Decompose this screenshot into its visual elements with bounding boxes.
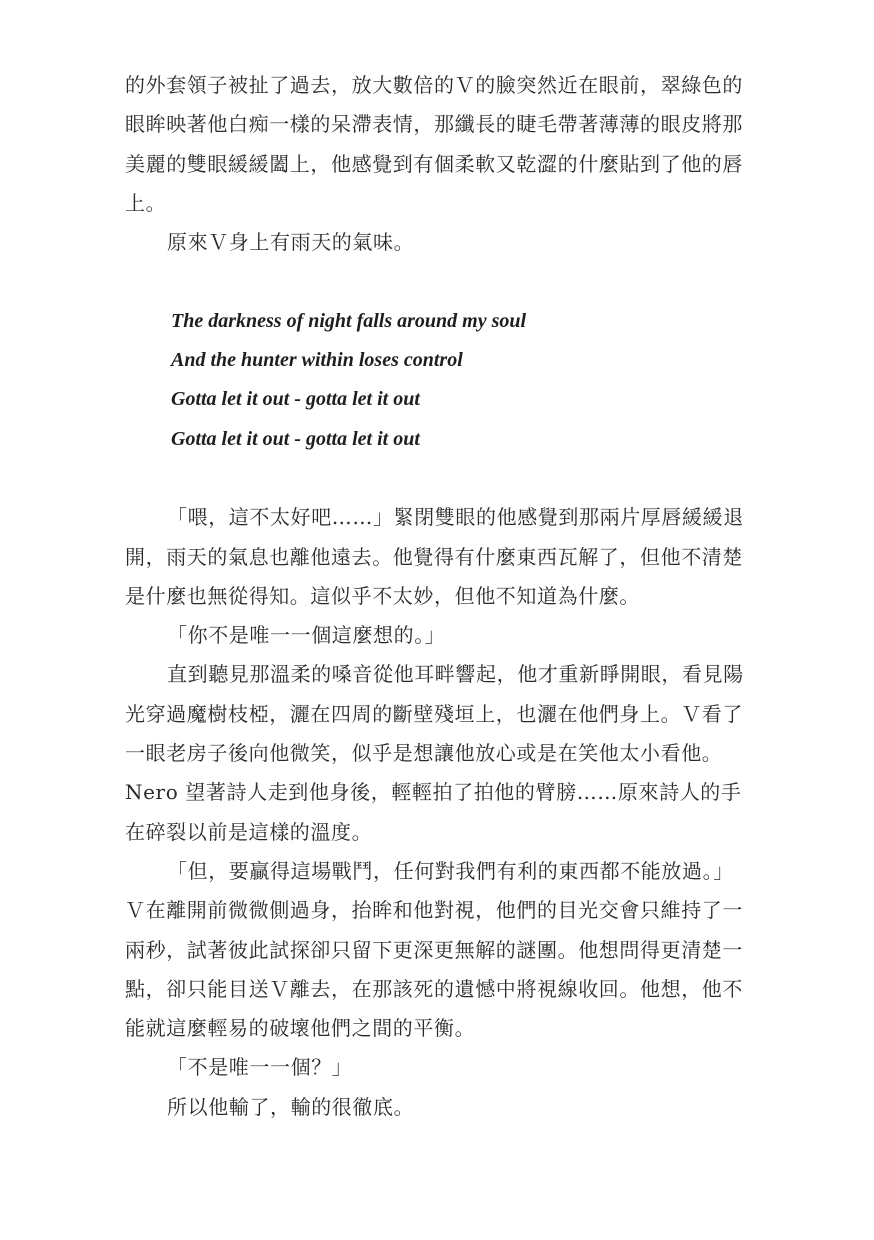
lyric-line: Gotta let it out - gotta let it out: [171, 388, 420, 411]
paragraph-line: 美麗的雙眼緩緩闔上，他感覺到有個柔軟又乾澀的什麼貼到了他的唇: [125, 151, 743, 176]
paragraph-line: 一眼老房子後向他微笑，似乎是想讓他放心或是在笑他太小看他。: [125, 741, 723, 766]
paragraph-line: 所以他輸了，輸的很徹底。: [167, 1094, 415, 1119]
paragraph-line: 兩秒，試著彼此試探卻只留下更深更無解的謎團。他想問得更清楚一: [125, 937, 743, 962]
paragraph-line: 「不是唯一一個？」: [167, 1055, 353, 1080]
paragraph-line: 能就這麼輕易的破壞他們之間的平衡。: [125, 1016, 476, 1041]
lyric-line: And the hunter within loses control: [171, 349, 463, 372]
paragraph-line: 眼眸映著他白痴一樣的呆滯表情，那纖長的睫毛帶著薄薄的眼皮將那: [125, 112, 743, 137]
paragraph-line: Ｖ在離開前微微側過身，抬眸和他對視，他們的目光交會只維持了一: [125, 898, 743, 923]
paragraph-line: 的外套領子被扯了過去，放大數倍的Ｖ的臉突然近在眼前，翠綠色的: [125, 73, 743, 97]
paragraph-line: 開，雨天的氣息也離他遠去。他覺得有什麼東西瓦解了，但他不清楚: [125, 544, 743, 569]
paragraph-line: 點，卻只能目送Ｖ離去，在那該死的遺憾中將視線收回。他想，他不: [125, 976, 743, 1001]
lyric-line: Gotta let it out - gotta let it out: [171, 427, 420, 450]
blank-line: [125, 262, 753, 301]
paragraph-line: 是什麼也無從得知。這似乎不太妙，但他不知道為什麼。: [125, 583, 640, 608]
paragraph-line: 「但，要贏得這場戰鬥，任何對我們有利的東西都不能放過。」: [167, 858, 734, 883]
body-text: [125, 66, 753, 1127]
paragraph-line: 直到聽見那溫柔的嗓音從他耳畔響起，他才重新睜開眼，看見陽: [167, 662, 744, 687]
lyric-line: The darkness of night falls around my soul: [171, 309, 527, 332]
paragraph-line: 在碎裂以前是這樣的溫度。: [125, 819, 373, 844]
paragraph-line: 「你不是唯一一個這麼想的。」: [167, 623, 446, 648]
paragraph-line: 原來Ｖ身上有雨天的氣味。: [167, 230, 415, 255]
paragraph-line: 上。: [125, 190, 167, 215]
paragraph-line: Nero 望著詩人走到他身後，輕輕拍了拍他的臂膀……原來詩人的手: [125, 780, 742, 805]
blank-line: [125, 459, 753, 498]
paragraph-line: 「喂，這不太好吧……」緊閉雙眼的他感覺到那兩片厚唇緩緩退: [167, 505, 744, 530]
paragraph-line: 光穿過魔樹枝椏，灑在四周的斷壁殘垣上，也灑在他們身上。Ｖ看了: [125, 701, 743, 726]
